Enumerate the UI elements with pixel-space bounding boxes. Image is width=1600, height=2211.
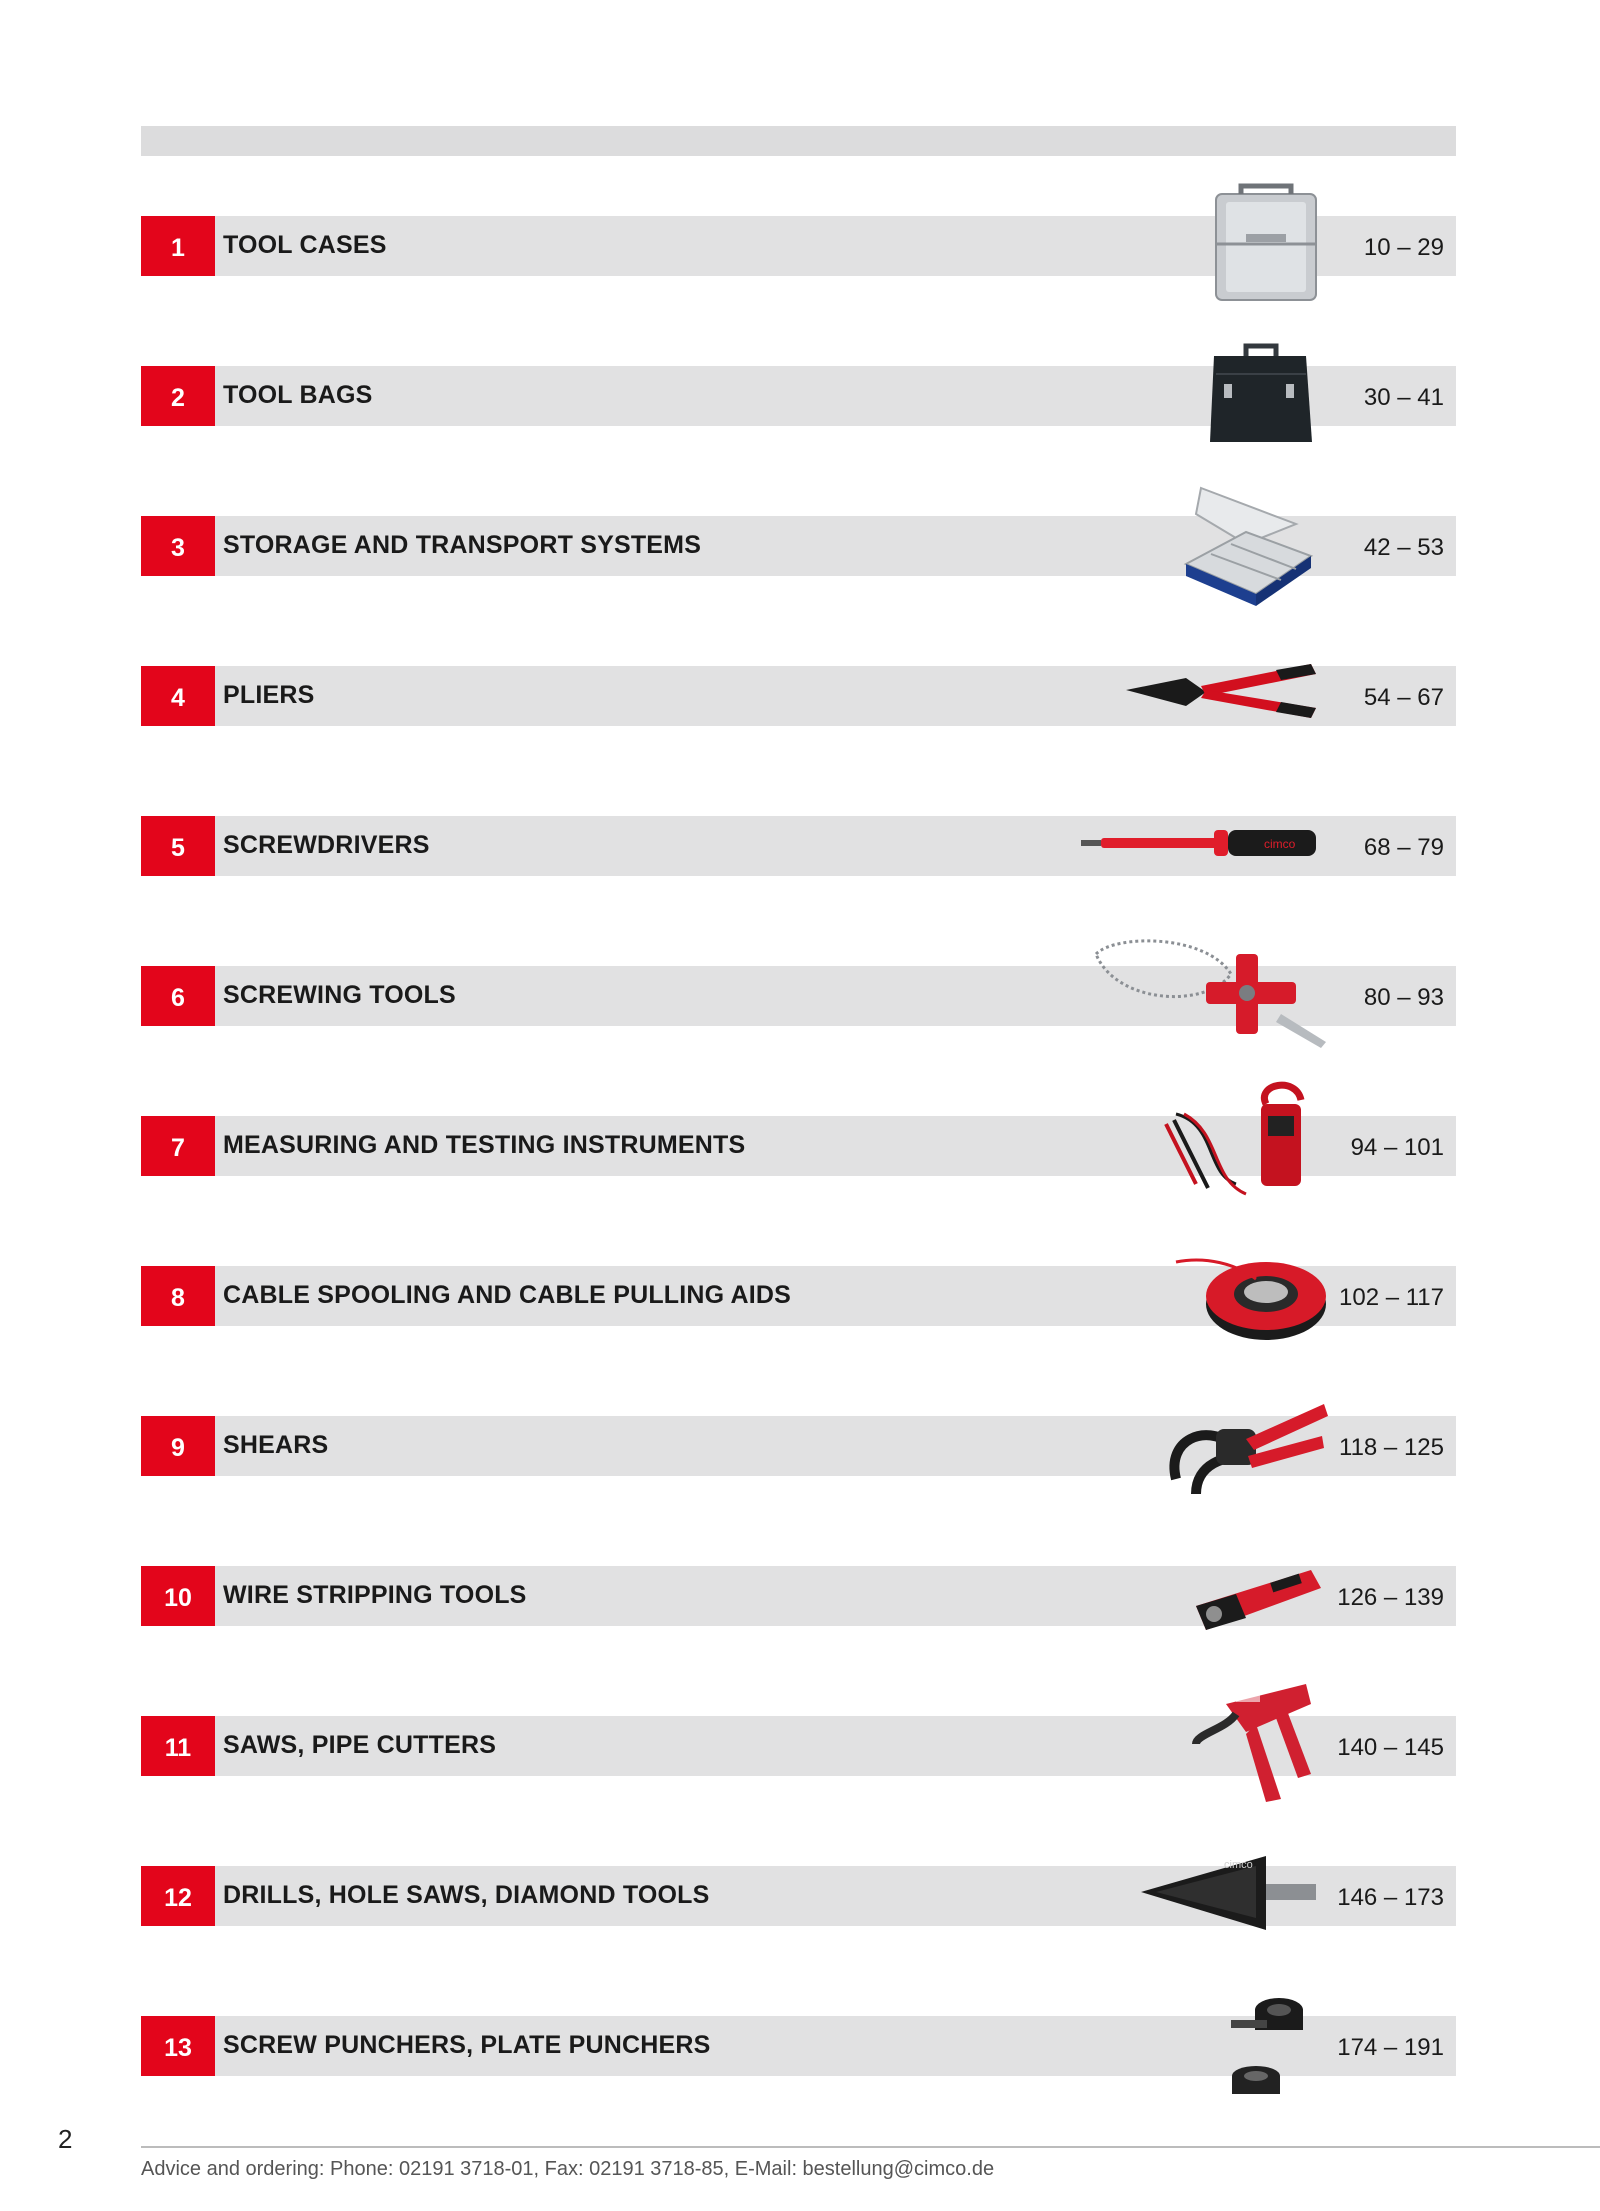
screwdriver-icon [1096, 784, 1336, 908]
chapter-title: DRILLS, HOLE SAWS, DIAMOND TOOLS [223, 1881, 710, 1909]
svg-text:cimco: cimco [1264, 837, 1296, 851]
chapter-number: 11 [141, 1716, 215, 1776]
footer-divider [141, 2146, 1600, 2148]
chapter-number: 1 [141, 216, 215, 276]
page-range: 42 – 53 [1363, 534, 1444, 561]
chapter-title: SCREWDRIVERS [223, 831, 430, 859]
chapter-number: 4 [141, 666, 215, 726]
chapter-number: 6 [141, 966, 215, 1026]
tool-case-icon [1096, 184, 1336, 308]
page-range: 146 – 173 [1337, 1884, 1444, 1911]
cable-shears-icon [1096, 1384, 1336, 1508]
chapter-title: PLIERS [223, 681, 315, 709]
toc-row-measuring[interactable] [141, 1116, 1456, 1176]
toc-row-cable-spooling[interactable] [141, 1266, 1456, 1326]
step-drill-icon [1096, 1834, 1336, 1958]
page-range: 10 – 29 [1363, 234, 1444, 261]
toc-row-shears[interactable] [141, 1416, 1456, 1476]
toc-row-punchers[interactable] [141, 2016, 1456, 2076]
toc-row-screwdrivers[interactable] [141, 816, 1456, 876]
chapter-number: 10 [141, 1566, 215, 1626]
chapter-title: TOOL BAGS [223, 381, 373, 409]
page-range: 118 – 125 [1339, 1434, 1444, 1461]
chapter-number: 13 [141, 2016, 215, 2076]
plate-puncher-icon [1096, 1984, 1336, 2108]
toc-row-screwing-tools[interactable] [141, 966, 1456, 1026]
chapter-number: 9 [141, 1416, 215, 1476]
chapter-title: STORAGE AND TRANSPORT SYSTEMS [223, 531, 702, 559]
chapter-title: WIRE STRIPPING TOOLS [223, 1581, 527, 1609]
toc-row-wire-stripping[interactable] [141, 1566, 1456, 1626]
cable-reel-icon [1096, 1234, 1336, 1358]
chapter-number: 7 [141, 1116, 215, 1176]
footer-contact: Advice and ordering: Phone: 02191 3718-01, Fax: 02191 3718-85, E-Mail: bestellung@cimco.de [141, 2158, 995, 2180]
chapter-number: 3 [141, 516, 215, 576]
chapter-title: SCREW PUNCHERS, PLATE PUNCHERS [223, 2031, 711, 2059]
tool-bag-icon [1096, 334, 1336, 458]
cabinet-key-icon [1096, 934, 1336, 1058]
clamp-meter-icon [1096, 1084, 1336, 1208]
chapter-title: SAWS, PIPE CUTTERS [223, 1731, 497, 1759]
wire-stripper-icon [1096, 1534, 1336, 1658]
toc-row-saws[interactable] [141, 1716, 1456, 1776]
page-range: 54 – 67 [1363, 684, 1444, 711]
chapter-number: 8 [141, 1266, 215, 1326]
chapter-title: MEASURING AND TESTING INSTRUMENTS [223, 1131, 746, 1159]
page-range: 80 – 93 [1363, 984, 1444, 1011]
toc-row-tool-cases[interactable] [141, 216, 1456, 276]
toc-row-storage[interactable] [141, 516, 1456, 576]
pipe-cutter-icon [1096, 1684, 1336, 1808]
page-range: 174 – 191 [1337, 2034, 1444, 2061]
page-range: 68 – 79 [1363, 834, 1444, 861]
svg-text:cimco: cimco [1224, 1859, 1253, 1871]
toc-row-pliers[interactable] [141, 666, 1456, 726]
page-number: 2 [58, 2124, 73, 2154]
pliers-icon [1096, 634, 1336, 758]
chapter-number: 5 [141, 816, 215, 876]
chapter-title: TOOL CASES [223, 231, 387, 259]
page-range: 126 – 139 [1337, 1584, 1444, 1611]
chapter-title: CABLE SPOOLING AND CABLE PULLING AIDS [223, 1281, 792, 1309]
toc-row-tool-bags[interactable] [141, 366, 1456, 426]
chapter-title: SHEARS [223, 1431, 329, 1459]
chapter-title: SCREWING TOOLS [223, 981, 456, 1009]
toc-row-drills[interactable] [141, 1859, 1456, 1926]
chapter-number: 12 [141, 1866, 215, 1926]
storage-box-icon [1096, 484, 1336, 608]
page-range: 140 – 145 [1337, 1734, 1444, 1761]
page-range: 102 – 117 [1339, 1284, 1444, 1311]
page-range: 94 – 101 [1350, 1134, 1444, 1161]
page-range: 30 – 41 [1363, 384, 1444, 411]
chapter-number: 2 [141, 366, 215, 426]
